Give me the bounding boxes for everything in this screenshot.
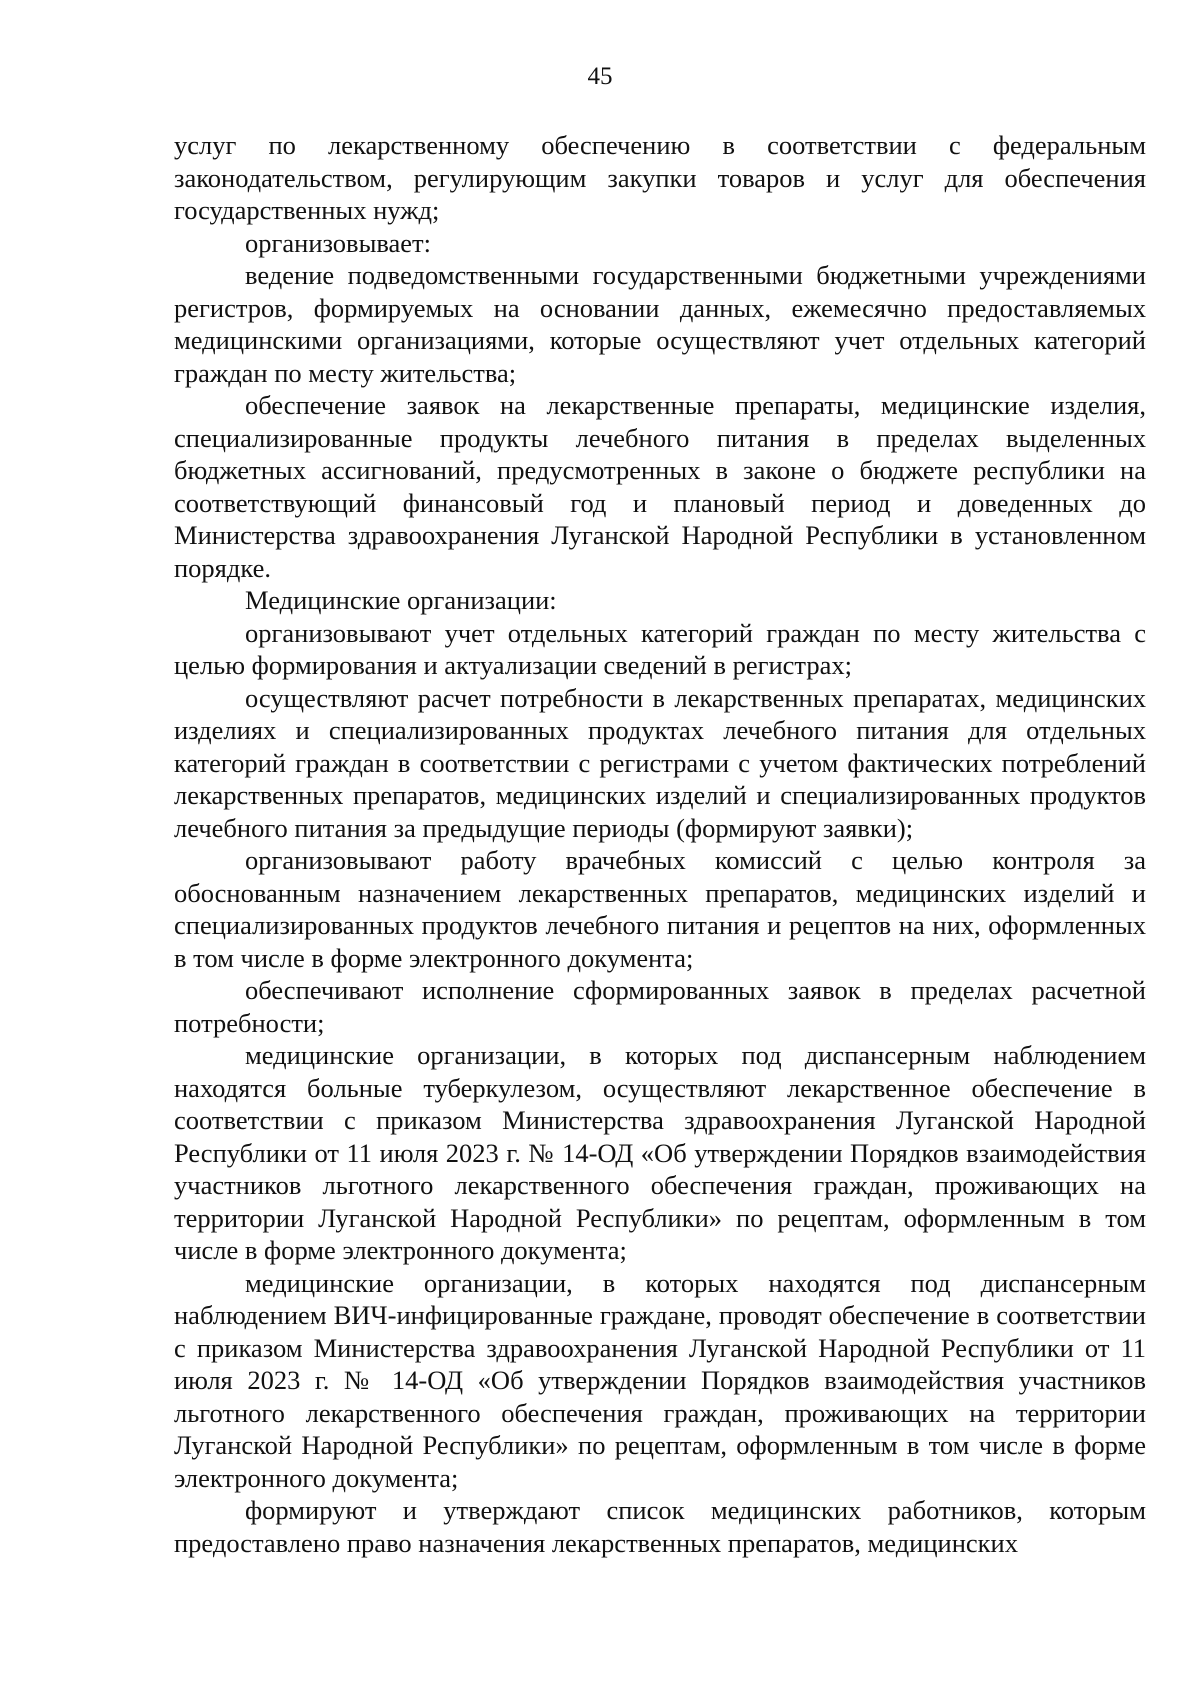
- body-text: [174, 129, 1146, 1559]
- paragraph-medical-organizations-heading: Медицинские организации:: [245, 585, 557, 615]
- paragraph-applications-execution: обеспечивают исполнение сформированных заявок в пределах расчетной потребности;: [174, 975, 1146, 1038]
- paragraph-tuberculosis: медицинские организации, в которых под диспансерным наблюдением находятся больные туберкулезом, осуществляют лекарственное обеспечение в соответствии с приказом Министерства здравоохранения Луганской Народной Республики от 11 июля 2023 г. № 14-ОД «Об утверждении Порядков взаимодействия участников льготного лекарственного обеспечения граждан, проживающих на территории Луганской Народной Республики» по рецептам, оформленным в том числе в форме электронного документа;: [174, 1040, 1146, 1265]
- paragraph-medical-commissions: организовывают работу врачебных комиссий с целью контроля за обоснованным назначением лекарственных препаратов, медицинских изделий и специализированных продуктов лечебного питания и рецептов на них, оформленных в том числе в форме электронного документа;: [174, 845, 1146, 973]
- paragraph-citizen-accounting: организовывают учет отдельных категорий граждан по месту жительства с целью формирования и актуализации сведений в регистрах;: [174, 617, 1146, 680]
- paragraph-needs-calculation: осуществляют расчет потребности в лекарственных препаратах, медицинских изделиях и специализированных продуктах лечебного питания для отдельных категорий граждан в соответствии с регистрами с учетом фактических потреблений лекарственных препаратов, медицинских изделий и специализированных продуктов лечебного питания за предыдущие периоды (формируют заявки);: [174, 682, 1146, 843]
- paragraph-organizes-heading: организовывает:: [245, 227, 432, 258]
- paragraph-registers: ведение подведомственными государственными бюджетными учреждениями регистров, формируемых на основании данных, ежемесячно предоставляемых медицинскими организациями, которые осуществляют учет отдельных категорий граждан по месту жительства;: [174, 260, 1146, 388]
- paragraph-procurement-continuation: услуг по лекарственному обеспечению в соответствии с федеральным законодательством, регулирующим закупки товаров и услуг для обеспечения государственных нужд;: [174, 130, 1146, 225]
- paragraph-applications-provision: обеспечение заявок на лекарственные препараты, медицинские изделия, специализированные продукты лечебного питания в пределах выделенных бюджетных ассигнований, предусмотренных в законе о бюджете республики на соответствующий финансовый год и плановый период и доведенных до Министерства здравоохранения Луганской Народной Республики в установленном порядке.: [174, 390, 1146, 583]
- paragraph-hiv: медицинские организации, в которых находятся под диспансерным наблюдением ВИЧ-инфицированные граждане, проводят обеспечение в соответствии с приказом Министерства здравоохранения Луганской Народной Республики от 11 июля 2023 г. № 14-ОД «Об утверждении Порядков взаимодействия участников льготного лекарственного обеспечения граждан, проживающих на территории Луганской Народной Республики» по рецептам, оформленным в том числе в форме электронного документа;: [174, 1267, 1146, 1493]
- paragraph-medical-workers-list: формируют и утверждают список медицинских работников, которым предоставлено право назначения лекарственных препаратов, медицинских: [174, 1495, 1146, 1558]
- page-number: 45: [587, 63, 613, 90]
